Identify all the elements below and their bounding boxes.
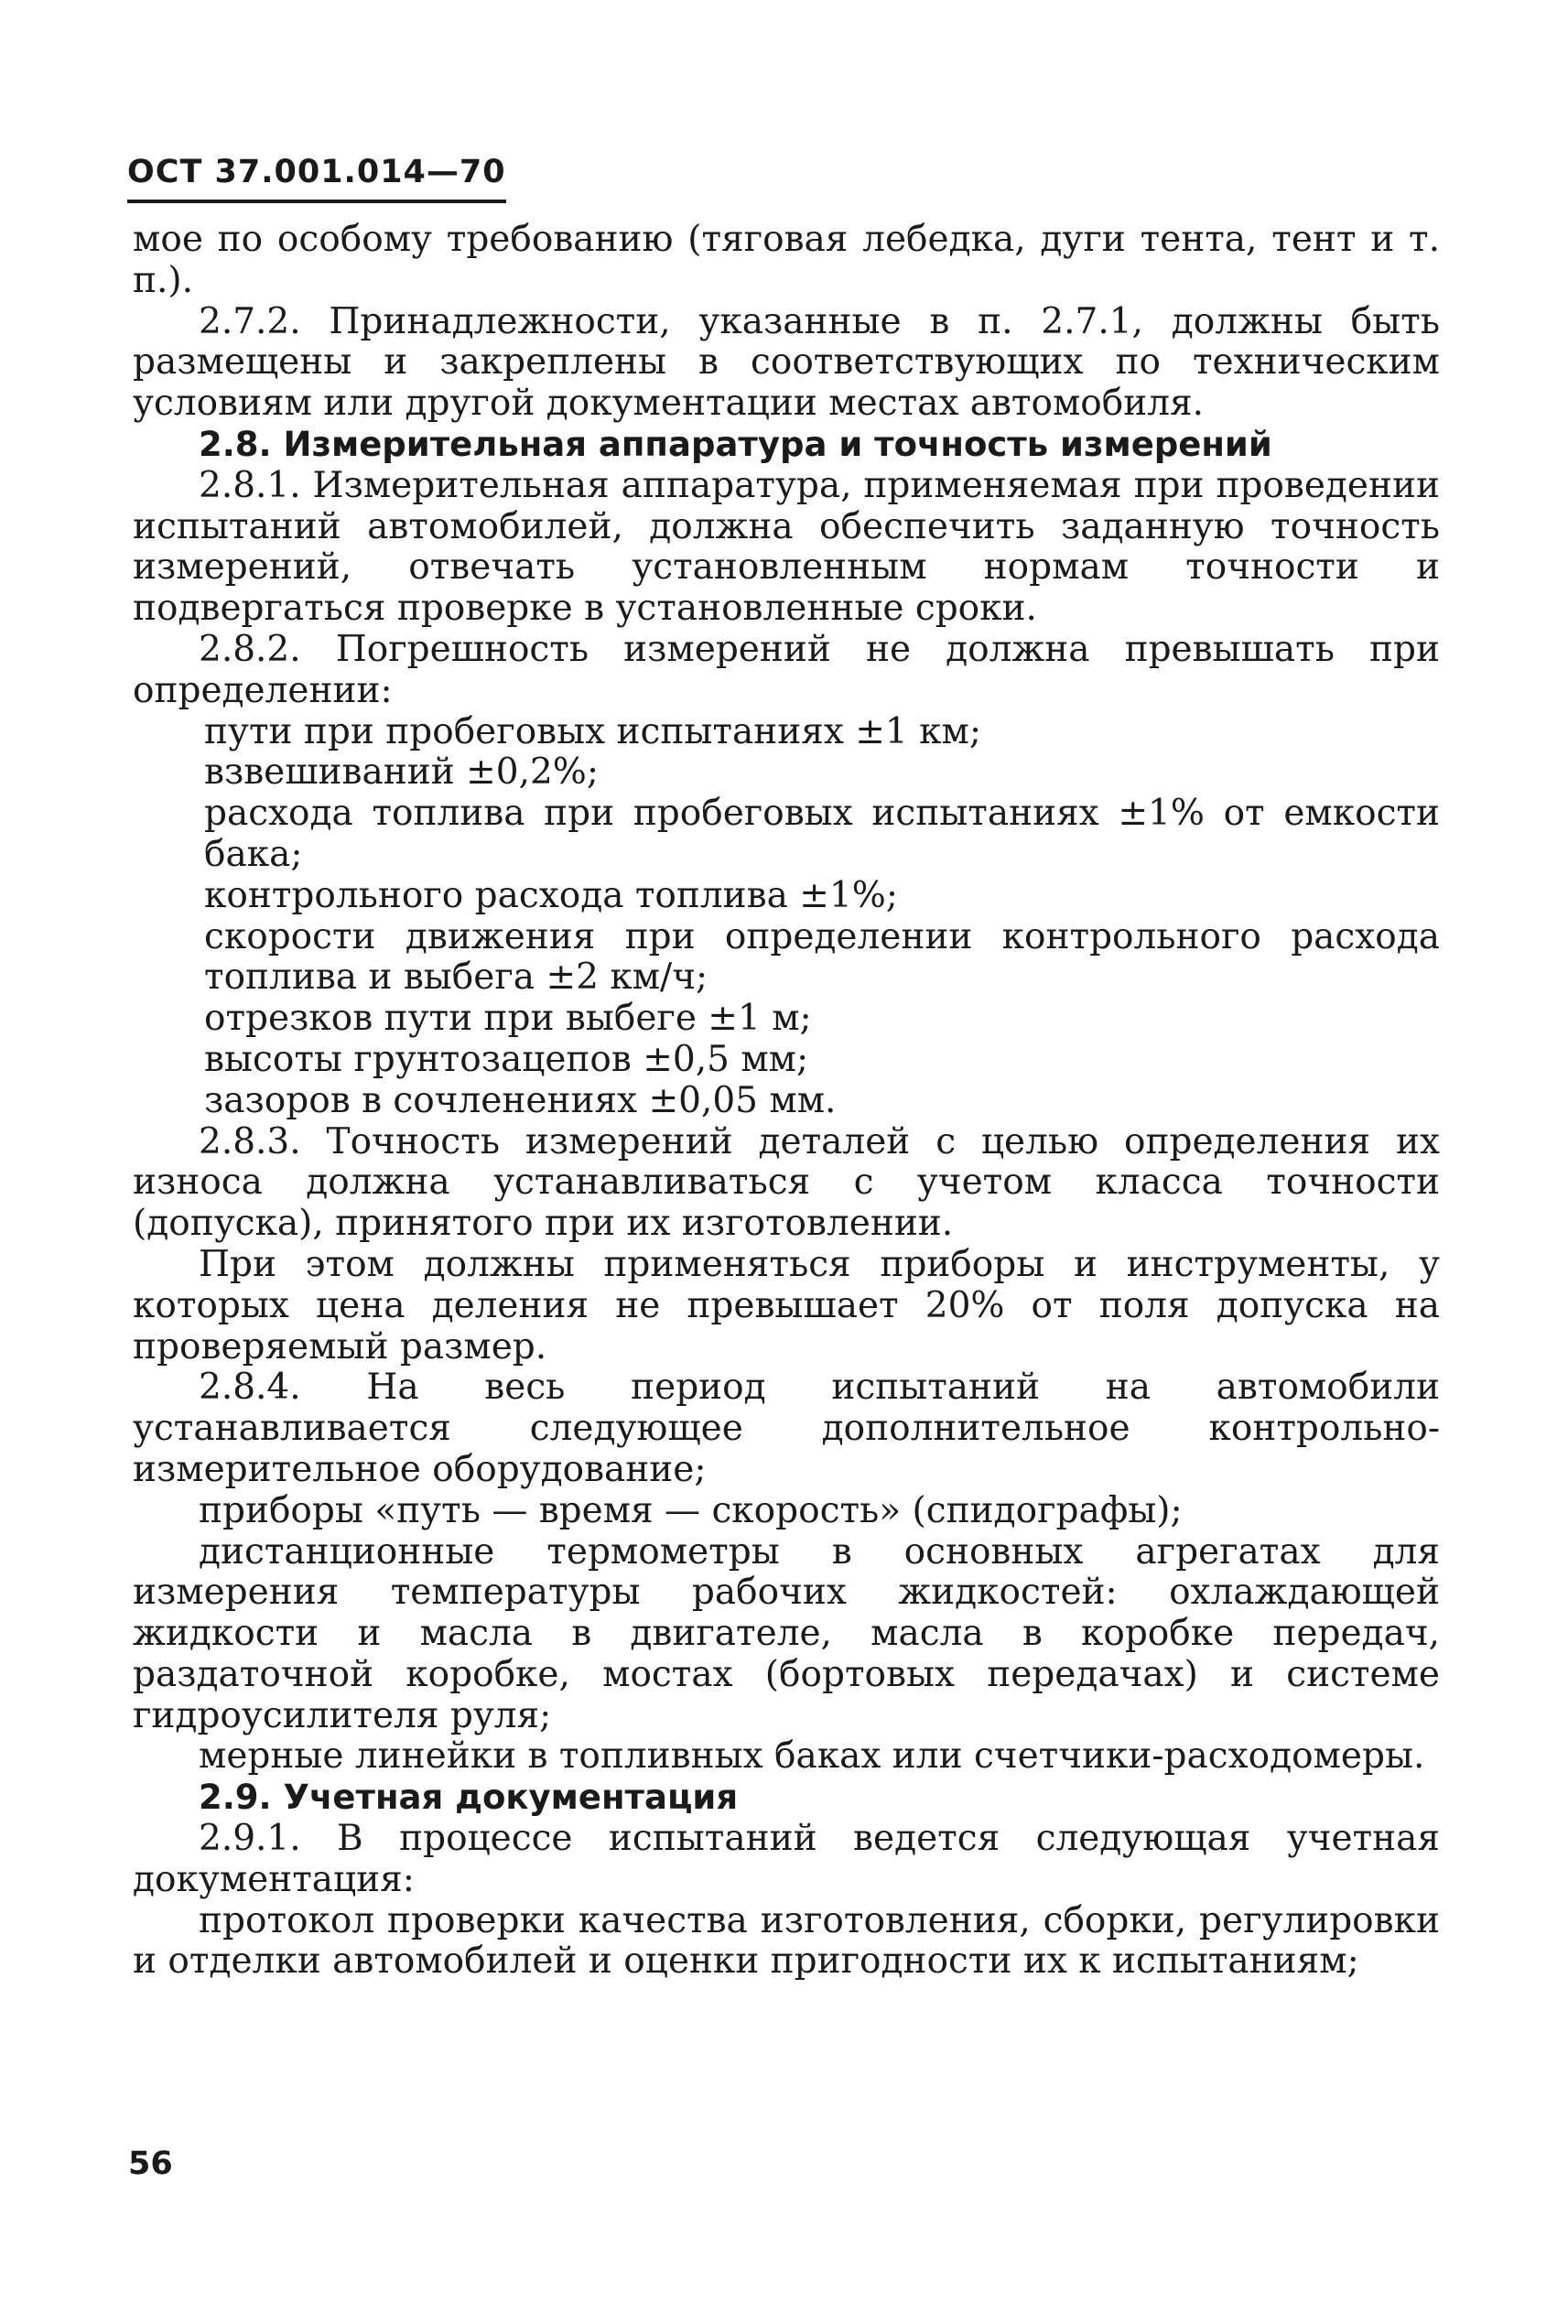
list-item: скорости движения при определении контрольного расхода топлива и выбега ±2 км/ч; [204, 915, 1440, 999]
document-body [133, 220, 1440, 1983]
list-item: высоты грунтозацепов ±0,5 мм; [204, 1038, 809, 1080]
paragraph-2-8-4: 2.8.4. На весь период испытаний на автомобили устанавливается следующее дополнительное контрольно-измерительное оборудование; [133, 1367, 1440, 1490]
list-item: дистанционные термометры в основных агрегатах для измерения температуры рабочих жидкостей: охлаждающей жидкости и масла в двигателе, масла в коробке передач, раздаточной коробке, мостах (бортовых передачах) и системе гидроусилителя руля; [133, 1530, 1440, 1736]
paragraph-continuation: мое по особому требованию (тяговая лебедка, дуги тента, тент и т. п.). [133, 219, 1440, 301]
list-item: расхода топлива при пробеговых испытаниях ±1% от емкости бака; [204, 793, 1440, 875]
document-header: ОСТ 37.001.014—70 [127, 154, 506, 203]
section-heading-2-8: 2.8. Измерительная аппаратура и точность измерений [199, 424, 1272, 464]
list-item: пути при пробеговых испытаниях ±1 км; [204, 710, 981, 752]
list-item: отрезков пути при выбеге ±1 м; [204, 998, 812, 1040]
section-heading-2-9: 2.9. Учетная документация [199, 1778, 739, 1818]
paragraph-2-8-1: 2.8.1. Измерительная аппаратура, применяемая при проведении испытаний автомобилей, должна обеспечить заданную точность измерений, отвечать установленным нормам точности и подвергаться проверке в установленные сроки. [133, 464, 1440, 630]
list-item: приборы «путь — время — скорость» (спидографы); [199, 1489, 1183, 1531]
paragraph-2-9-1: 2.9.1. В процессе испытаний ведется следующая учетная документация: [133, 1818, 1440, 1900]
paragraph-instruments: При этом должны применяться приборы и инструменты, у которых цена деления не превышает 20% от поля допуска на проверяемый размер. [133, 1243, 1440, 1367]
list-item: контрольного расхода топлива ±1%; [204, 874, 898, 916]
list-item: протокол проверки качества изготовления, сборки, регулировки и отделки автомобилей и оценки пригодности их к испытаниям; [133, 1899, 1440, 1983]
list-item: взвешиваний ±0,2%; [204, 751, 599, 794]
list-item: мерные линейки в топливных баках или счетчики-расходомеры. [199, 1735, 1425, 1778]
paragraph-2-8-2: 2.8.2. Погрешность измерений не должна превышать при определении: [133, 628, 1440, 711]
paragraph-2-8-3: 2.8.3. Точность измерений деталей с целью определения их износа должна устанавливаться с учетом класса точности (допуска), принятого при их изготовлении. [133, 1120, 1440, 1245]
paragraph-2-7-2: 2.7.2. Принадлежности, указанные в п. 2.7.1, должны быть размещены и закреплены в соответствующих по техническим условиям или другой документации местах автомобиля. [133, 300, 1440, 425]
page-number: 56 [128, 2146, 173, 2182]
list-item: зазоров в сочленениях ±0,05 мм. [204, 1079, 837, 1121]
